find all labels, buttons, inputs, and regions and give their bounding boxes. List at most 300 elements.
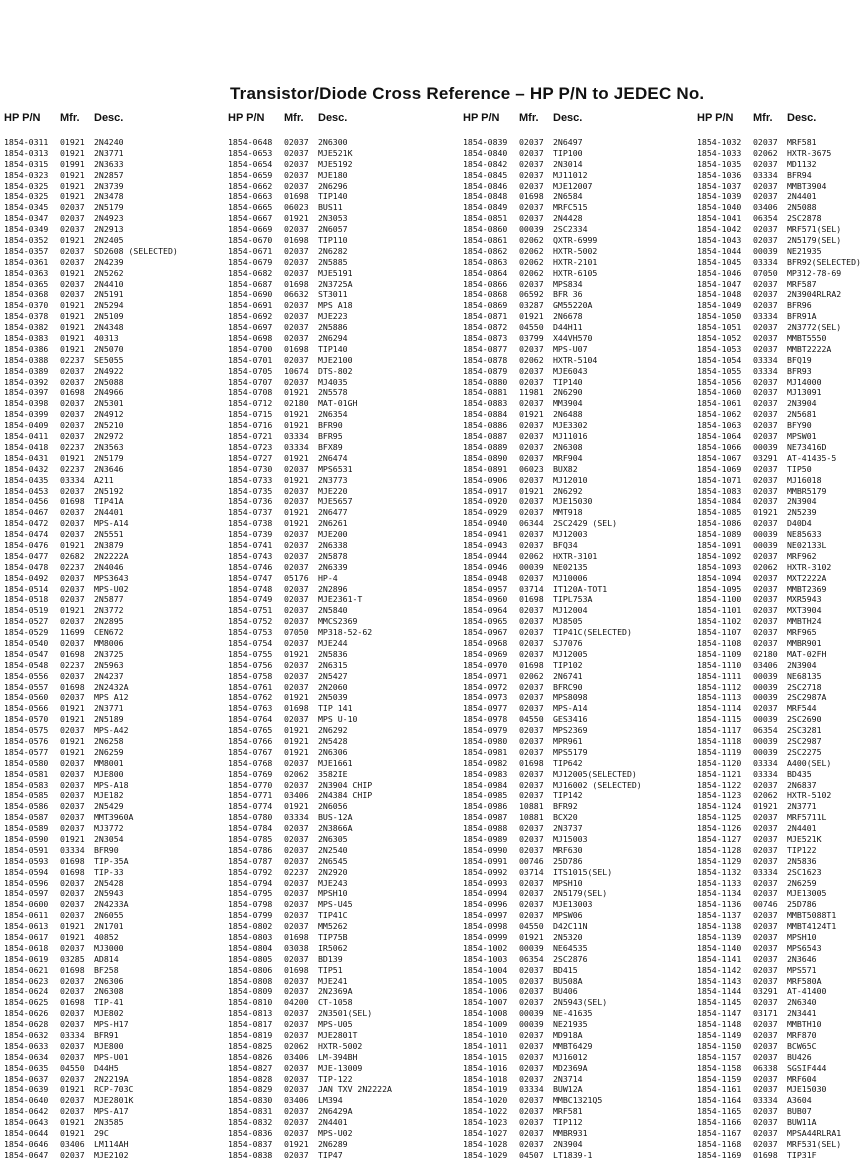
desc-cell: MJE220 [318, 485, 348, 496]
desc-cell: TIP51 [318, 964, 343, 975]
desc-cell: TIP140 [553, 376, 583, 387]
desc-cell: MRF904 [553, 452, 583, 463]
mfr-cell: 02037 [753, 997, 778, 1008]
mfr-cell: 01921 [753, 801, 778, 812]
hp-pn-cell: 1854-0590 [4, 834, 49, 844]
desc-cell: 2N2857 [94, 169, 124, 180]
mfr-cell: 03334 [284, 812, 309, 823]
mfr-cell: 02037 [753, 398, 778, 409]
desc-cell: 2N2219A [94, 1073, 129, 1084]
desc-cell: MP318-52-62 [318, 627, 373, 638]
desc-cell: BFQ34 [553, 539, 578, 550]
hp-pn-cell: 1854-1168 [697, 1138, 742, 1149]
desc-cell: 40313 [94, 333, 119, 344]
mfr-cell: 00039 [753, 539, 778, 550]
mfr-cell: 01698 [519, 757, 544, 768]
mfr-cell: 02062 [519, 245, 544, 256]
mfr-cell: 00039 [753, 714, 778, 725]
hp-pn-cell: 1854-0597 [4, 888, 49, 899]
desc-cell: HXTR-3675 [787, 147, 832, 158]
desc-cell: MM5262 [318, 921, 348, 932]
desc-cell: 2N6282 [318, 245, 348, 256]
hp-pn-cell: 1854-0647 [4, 1149, 49, 1160]
hp-pn-cell: 1854-0398 [4, 398, 49, 409]
desc-cell: 2N3904 [787, 398, 817, 409]
desc-cell: 2N6292 [318, 725, 348, 736]
desc-cell: GES3416 [553, 714, 588, 725]
desc-cell: 2N6292 [553, 485, 583, 496]
hp-pn-cell: 1854-1042 [697, 224, 742, 235]
desc-cell: 2N4401 [787, 191, 817, 202]
mfr-cell: 01921 [60, 452, 85, 463]
mfr-cell: 01921 [60, 180, 85, 191]
mfr-cell: 02037 [284, 539, 309, 550]
mfr-cell: 02037 [60, 376, 85, 387]
desc-cell: MJE800 [94, 768, 124, 779]
desc-cell: 2N5428 [318, 735, 348, 746]
desc-cell: MJ12004 [553, 605, 588, 616]
mfr-cell: 02037 [753, 180, 778, 191]
mfr-cell: 02037 [60, 888, 85, 899]
hp-pn-cell: 1854-0838 [228, 1149, 273, 1160]
mfr-cell: 02037 [753, 910, 778, 921]
hp-pn-cell: 1854-0960 [463, 594, 508, 605]
mfr-cell: 02037 [519, 1062, 544, 1073]
desc-cell: MXT2222A [787, 572, 827, 583]
hp-pn-cell: 1854-0889 [463, 441, 508, 452]
hp-pn-cell: 1854-0813 [228, 1008, 273, 1019]
hp-pn-cell: 1854-0785 [228, 834, 273, 844]
desc-cell: MP312-78-69 [787, 267, 842, 278]
header-desc: Desc. [318, 112, 348, 124]
desc-cell: MRF580A [787, 975, 822, 986]
hp-pn-cell: 1854-0763 [228, 703, 273, 714]
mfr-cell: 01921 [60, 834, 85, 844]
mfr-cell: 02037 [284, 529, 309, 540]
mfr-cell: 02037 [284, 1084, 309, 1095]
hp-pn-cell: 1854-0388 [4, 354, 49, 365]
desc-cell: MRF630 [553, 844, 583, 855]
desc-cell: NE02133L [787, 539, 827, 550]
hp-pn-cell: 1854-0363 [4, 267, 49, 278]
hp-pn-cell: 1854-0691 [228, 300, 273, 311]
hp-pn-cell: 1854-0848 [463, 191, 508, 202]
mfr-cell: 02037 [753, 1117, 778, 1128]
hp-pn-cell: 1854-0771 [228, 790, 273, 801]
mfr-cell: 00039 [753, 735, 778, 746]
hp-pn-cell: 1854-0632 [4, 1030, 49, 1041]
hp-pn-cell: 1854-1129 [697, 855, 742, 866]
mfr-cell: 04550 [519, 921, 544, 932]
mfr-cell: 02037 [753, 953, 778, 964]
desc-cell: HXTR-5104 [553, 354, 598, 365]
hp-pn-cell: 1854-0748 [228, 583, 273, 594]
hp-pn-cell: 1854-0819 [228, 1030, 273, 1041]
mfr-cell: 02062 [519, 235, 544, 246]
mfr-cell: 02037 [60, 1073, 85, 1084]
desc-cell: 2N3563 [94, 441, 124, 452]
hp-pn-cell: 1854-1120 [697, 757, 742, 768]
desc-cell: BFR93 [787, 365, 812, 376]
mfr-cell: 02037 [284, 899, 309, 910]
hp-pn-cell: 1854-0993 [463, 877, 508, 888]
hp-pn-cell: 1854-0540 [4, 637, 49, 648]
desc-cell: MPS-U45 [318, 899, 353, 910]
desc-cell: SJ7076 [553, 637, 583, 648]
mfr-cell: 03406 [753, 659, 778, 670]
hp-pn-cell: 1854-1119 [697, 746, 742, 757]
mfr-cell: 02037 [60, 975, 85, 986]
desc-cell: BFY90 [787, 420, 812, 431]
mfr-cell: 10881 [519, 812, 544, 823]
mfr-cell: 01921 [284, 692, 309, 703]
mfr-cell: 02037 [519, 1095, 544, 1106]
mfr-cell: 02037 [60, 757, 85, 768]
hp-pn-cell: 1854-0994 [463, 888, 508, 899]
hp-pn-cell: 1854-1093 [697, 561, 742, 572]
desc-cell: MMT3960A [94, 812, 134, 823]
mfr-cell: 03334 [753, 311, 778, 322]
hp-pn-cell: 1854-1029 [463, 1149, 508, 1160]
mfr-cell: 02037 [519, 681, 544, 692]
desc-cell: MD1132 [787, 158, 817, 169]
mfr-cell: 03334 [753, 757, 778, 768]
mfr-cell: 04550 [519, 714, 544, 725]
mfr-cell: 02037 [519, 627, 544, 638]
mfr-cell: 03334 [284, 441, 309, 452]
hp-pn-cell: 1854-0628 [4, 1019, 49, 1030]
desc-cell: TIP31F [787, 1149, 817, 1160]
desc-cell: 3582IE [318, 768, 348, 779]
hp-pn-cell: 1854-1064 [697, 431, 742, 442]
mfr-cell: 01921 [60, 137, 85, 147]
desc-cell: 2N3866A [318, 823, 353, 834]
hp-pn-cell: 1854-0770 [228, 779, 273, 790]
hp-pn-cell: 1854-0992 [463, 866, 508, 877]
mfr-cell: 02037 [519, 616, 544, 627]
hp-pn-cell: 1854-0981 [463, 746, 508, 757]
mfr-cell: 02037 [60, 768, 85, 779]
hp-pn-cell: 1854-0315 [4, 158, 49, 169]
hp-pn-cell: 1854-0880 [463, 376, 508, 387]
mfr-cell: 02037 [284, 1117, 309, 1128]
desc-cell: BFR92 [553, 801, 578, 812]
hp-pn-cell: 1854-1128 [697, 844, 742, 855]
desc-cell: TIPL753A [553, 594, 593, 605]
desc-cell: TIP-33 [94, 866, 124, 877]
mfr-cell: 02037 [60, 1051, 85, 1062]
mfr-cell: 02037 [60, 409, 85, 420]
desc-cell: 2N6259 [787, 877, 817, 888]
hp-pn-cell: 1854-0613 [4, 921, 49, 932]
hp-pn-cell: 1854-1027 [463, 1128, 508, 1139]
desc-cell: 2N5840 [318, 605, 348, 616]
desc-cell: A211 [94, 474, 114, 485]
mfr-cell: 02037 [519, 398, 544, 409]
mfr-cell: 01921 [284, 213, 309, 224]
hp-pn-cell: 1854-0862 [463, 245, 508, 256]
mfr-cell: 00039 [519, 942, 544, 953]
desc-cell: CEN672 [94, 627, 124, 638]
desc-cell: MJE12007 [553, 180, 593, 191]
mfr-cell: 02037 [753, 550, 778, 561]
mfr-cell: 02037 [60, 899, 85, 910]
desc-cell: BFR91A [787, 311, 817, 322]
mfr-cell: 03334 [753, 354, 778, 365]
desc-cell: MRF581 [787, 137, 817, 147]
hp-pn-cell: 1854-0826 [228, 1051, 273, 1062]
hp-pn-cell: 1854-0943 [463, 539, 508, 550]
hp-pn-cell: 1854-0967 [463, 627, 508, 638]
desc-cell: 2N2540 [318, 844, 348, 855]
desc-cell: MJE5192 [318, 158, 353, 169]
mfr-cell: 02237 [60, 441, 85, 452]
mfr-cell: 02237 [60, 354, 85, 365]
hp-pn-cell: 1854-0768 [228, 757, 273, 768]
hp-pn-cell: 1854-0682 [228, 267, 273, 278]
hp-pn-cell: 1854-1086 [697, 518, 742, 529]
hp-pn-cell: 1854-0383 [4, 333, 49, 344]
mfr-cell: 02037 [753, 844, 778, 855]
hp-pn-cell: 1854-0585 [4, 790, 49, 801]
desc-cell: MPS A12 [94, 692, 129, 703]
desc-cell: 2N6837 [787, 779, 817, 790]
hp-pn-cell: 1854-0979 [463, 725, 508, 736]
hp-pn-cell: 1854-1126 [697, 823, 742, 834]
mfr-cell: 03334 [284, 431, 309, 442]
desc-cell: MJE15030 [553, 496, 593, 507]
mfr-cell: 02037 [284, 256, 309, 267]
mfr-cell: 02037 [60, 942, 85, 953]
desc-cell: 2N5320 [553, 932, 583, 943]
hp-pn-cell: 1854-1053 [697, 343, 742, 354]
mfr-cell: 02062 [519, 354, 544, 365]
desc-cell: MJ4035 [318, 376, 348, 387]
hp-pn-cell: 1854-0527 [4, 616, 49, 627]
hp-pn-cell: 1854-0810 [228, 997, 273, 1008]
hp-pn-cell: 1854-0989 [463, 834, 508, 844]
desc-cell: NE02135 [553, 561, 588, 572]
hp-pn-cell: 1854-0368 [4, 289, 49, 300]
hp-pn-cell: 1854-1040 [697, 202, 742, 213]
desc-cell: LM114AH [94, 1138, 129, 1149]
desc-cell: TIP75B [318, 932, 348, 943]
mfr-cell: 02037 [519, 975, 544, 986]
hp-pn-cell: 1854-0577 [4, 746, 49, 757]
mfr-cell: 02037 [753, 779, 778, 790]
hp-pn-cell: 1854-0990 [463, 844, 508, 855]
hp-pn-cell: 1854-0972 [463, 681, 508, 692]
hp-pn-cell: 1854-0871 [463, 311, 508, 322]
desc-cell: 2N2896 [318, 583, 348, 594]
desc-cell: MJE521K [318, 147, 353, 158]
desc-cell: MD918A [553, 1030, 583, 1041]
hp-pn-cell: 1854-1006 [463, 986, 508, 997]
hp-pn-cell: 1854-0917 [463, 485, 508, 496]
desc-cell: BFR90 [94, 844, 119, 855]
hp-pn-cell: 1854-0808 [228, 975, 273, 986]
header-mfr: Mfr. [60, 112, 80, 124]
hp-pn-cell: 1854-1004 [463, 964, 508, 975]
desc-cell: MJE-13009 [318, 1062, 363, 1073]
hp-pn-cell: 1854-0576 [4, 735, 49, 746]
desc-cell: TIP-35A [94, 855, 129, 866]
hp-pn-cell: 1854-0642 [4, 1106, 49, 1117]
mfr-cell: 02037 [284, 333, 309, 344]
desc-cell: NE21935 [787, 245, 822, 256]
mfr-cell: 01921 [60, 235, 85, 246]
hp-pn-cell: 1854-0784 [228, 823, 273, 834]
desc-cell: X44VH570 [553, 333, 593, 344]
mfr-cell: 02037 [519, 648, 544, 659]
hp-pn-cell: 1854-0764 [228, 714, 273, 725]
hp-pn-cell: 1854-0762 [228, 692, 273, 703]
desc-cell: 2N4912 [94, 409, 124, 420]
mfr-cell: 02037 [284, 844, 309, 855]
hp-pn-cell: 1854-1157 [697, 1051, 742, 1062]
hp-pn-cell: 1854-1054 [697, 354, 742, 365]
mfr-cell: 01921 [60, 1117, 85, 1128]
desc-cell: BU406 [553, 986, 578, 997]
hp-pn-cell: 1854-0692 [228, 311, 273, 322]
hp-pn-cell: 1854-0349 [4, 224, 49, 235]
mfr-cell: 02237 [60, 659, 85, 670]
hp-pn-cell: 1854-1023 [463, 1117, 508, 1128]
desc-cell: MPS5179 [553, 746, 588, 757]
mfr-cell: 02037 [60, 431, 85, 442]
mfr-cell: 02037 [753, 932, 778, 943]
mfr-cell: 00039 [519, 1019, 544, 1030]
hp-pn-cell: 1854-1134 [697, 888, 742, 899]
desc-cell: HXTR-2101 [553, 256, 598, 267]
desc-cell: MJE802 [94, 1008, 124, 1019]
hp-pn-cell: 1854-0707 [228, 376, 273, 387]
mfr-cell: 02037 [753, 1019, 778, 1030]
mfr-cell: 02037 [753, 300, 778, 311]
hp-pn-cell: 1854-0741 [228, 539, 273, 550]
mfr-cell: 02037 [519, 1128, 544, 1139]
desc-cell: 2N5088 [94, 376, 124, 387]
mfr-cell: 02037 [519, 823, 544, 834]
hp-pn-cell: 1854-1049 [697, 300, 742, 311]
mfr-cell: 06023 [284, 202, 309, 213]
desc-cell: 2N6308 [94, 986, 124, 997]
desc-cell: D44H5 [94, 1062, 119, 1073]
desc-cell: BFR95 [318, 431, 343, 442]
desc-cell: MMBTH10 [787, 1019, 822, 1030]
mfr-cell: 03291 [753, 986, 778, 997]
hp-pn-cell: 1854-0625 [4, 997, 49, 1008]
hp-pn-cell: 1854-1069 [697, 463, 742, 474]
mfr-cell: 02037 [284, 158, 309, 169]
mfr-cell: 02062 [284, 1040, 309, 1051]
mfr-cell: 01921 [60, 343, 85, 354]
mfr-cell: 01921 [60, 147, 85, 158]
mfr-cell: 02037 [519, 637, 544, 648]
mfr-cell: 01921 [284, 507, 309, 518]
mfr-cell: 04200 [284, 997, 309, 1008]
desc-cell: TIP110 [318, 235, 348, 246]
mfr-cell: 02037 [284, 147, 309, 158]
hp-pn-cell: 1854-0733 [228, 474, 273, 485]
desc-cell: 2N5189 [94, 714, 124, 725]
mfr-cell: 02037 [519, 703, 544, 714]
hp-pn-cell: 1854-0727 [228, 452, 273, 463]
mfr-cell: 03287 [519, 300, 544, 311]
desc-cell: 2N6296 [318, 180, 348, 191]
mfr-cell: 01921 [60, 735, 85, 746]
mfr-cell: 02037 [60, 485, 85, 496]
mfr-cell: 02062 [519, 550, 544, 561]
hp-pn-cell: 1854-0586 [4, 801, 49, 812]
mfr-cell: 01698 [60, 387, 85, 398]
hp-pn-cell: 1854-0735 [228, 485, 273, 496]
mfr-cell: 02037 [60, 507, 85, 518]
desc-cell: MXT3904 [787, 605, 822, 616]
mfr-cell: 00039 [519, 224, 544, 235]
hp-pn-cell: 1854-0581 [4, 768, 49, 779]
desc-cell: MPSW01 [787, 431, 817, 442]
desc-cell: 2N3646 [94, 463, 124, 474]
mfr-cell: 01698 [60, 496, 85, 507]
hp-pn-cell: 1854-0988 [463, 823, 508, 834]
hp-pn-cell: 1854-0716 [228, 420, 273, 431]
hp-pn-cell: 1854-1046 [697, 267, 742, 278]
hp-pn-cell: 1854-1122 [697, 779, 742, 790]
desc-cell: 2N6306 [94, 975, 124, 986]
desc-cell: MPS-U01 [94, 1051, 129, 1062]
mfr-cell: 02037 [753, 1138, 778, 1149]
hp-pn-cell: 1854-0884 [463, 409, 508, 420]
desc-cell: BFX89 [318, 441, 343, 452]
hp-pn-cell: 1854-0825 [228, 1040, 273, 1051]
desc-cell: MJ3000 [94, 942, 124, 953]
hp-pn-cell: 1854-0817 [228, 1019, 273, 1030]
mfr-cell: 02062 [519, 256, 544, 267]
hp-pn-cell: 1854-0985 [463, 790, 508, 801]
hp-pn-cell: 1854-0698 [228, 333, 273, 344]
mfr-cell: 02037 [284, 888, 309, 899]
desc-cell: 2N4923 [94, 213, 124, 224]
mfr-cell: 02037 [60, 518, 85, 529]
hp-pn-cell: 1854-0392 [4, 376, 49, 387]
mfr-cell: 01698 [284, 235, 309, 246]
mfr-cell: 01921 [519, 409, 544, 420]
mfr-cell: 01921 [60, 932, 85, 943]
desc-cell: MRF5711L [787, 812, 827, 823]
mfr-cell: 02180 [753, 648, 778, 659]
mfr-cell: 02037 [60, 801, 85, 812]
mfr-cell: 02037 [519, 997, 544, 1008]
mfr-cell: 02037 [753, 474, 778, 485]
mfr-cell: 10881 [519, 801, 544, 812]
desc-cell: 2N4401 [787, 823, 817, 834]
desc-cell: BFQ19 [787, 354, 812, 365]
hp-pn-cell: 1854-1167 [697, 1128, 742, 1139]
header-hp-pn: HP P/N [697, 112, 734, 124]
desc-cell: MPS2369 [553, 725, 588, 736]
mfr-cell: 03334 [519, 1084, 544, 1095]
mfr-cell: 02037 [60, 529, 85, 540]
desc-cell: SGSIF444 [787, 1062, 827, 1073]
hp-pn-cell: 1854-0752 [228, 616, 273, 627]
hp-pn-cell: 1854-0881 [463, 387, 508, 398]
hp-pn-cell: 1854-1138 [697, 921, 742, 932]
mfr-cell: 02037 [753, 409, 778, 420]
hp-pn-cell: 1854-0619 [4, 953, 49, 964]
mfr-cell: 02037 [284, 485, 309, 496]
desc-cell: MPS6531 [318, 463, 353, 474]
